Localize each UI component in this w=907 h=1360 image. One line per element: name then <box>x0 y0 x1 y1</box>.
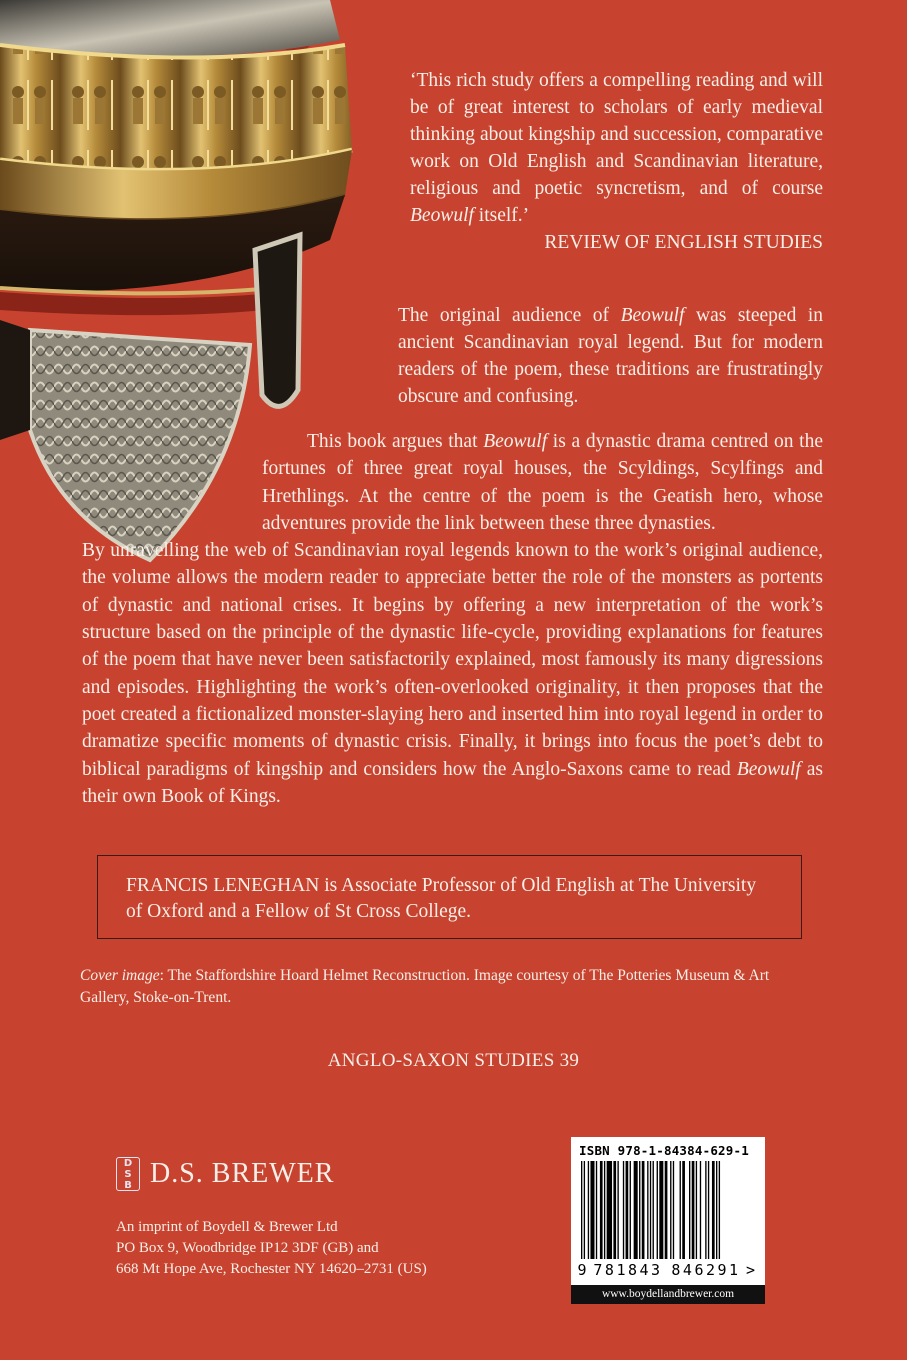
review-quote <box>410 67 823 256</box>
description-i1: Beowulf <box>483 431 548 452</box>
address-line: An imprint of Boydell & Brewer Ltd <box>116 1219 338 1235</box>
description-full-part <box>82 537 823 810</box>
barcode-bar <box>708 1161 709 1261</box>
barcode-bar <box>630 1161 631 1261</box>
barcode-bar <box>642 1161 645 1261</box>
publisher-badge-icon <box>116 1157 140 1191</box>
description-indented-part <box>262 428 823 537</box>
barcode-bar <box>623 1161 624 1261</box>
intro-part1: The original audience of <box>398 305 621 326</box>
barcode-bar <box>692 1161 695 1261</box>
ean-group1: 781843 <box>593 1261 663 1279</box>
intro-part2: was steeped in ancient Scandinavian royal legend. But for modern readers of the poem, these traditions are frustratingly obscure and confusing. <box>398 305 823 407</box>
barcode-bar <box>639 1161 640 1261</box>
ean-tail: > <box>746 1261 756 1279</box>
quote-title-italic: Beowulf <box>410 205 474 226</box>
barcode-bar <box>696 1161 697 1261</box>
barcode-bar <box>596 1161 597 1261</box>
author-bio: FRANCIS LENEGHAN is Associate Professor of Old English at The University of Oxford and a Fellow of St Cross College. <box>126 875 757 922</box>
barcode-bar <box>613 1161 616 1261</box>
barcode-bar <box>626 1161 629 1261</box>
cover-credit-label: Cover image <box>80 967 160 984</box>
ean-digits <box>574 1259 764 1281</box>
cover-credit <box>80 965 810 1009</box>
description-paragraph <box>82 428 823 810</box>
publisher-url: www.boydellandbrewer.com <box>571 1285 765 1304</box>
barcode-bar <box>705 1161 706 1261</box>
barcode-bar <box>665 1161 668 1261</box>
barcode-bar <box>600 1161 603 1261</box>
publisher-name: D.S. BREWER <box>150 1158 335 1189</box>
barcode-bar <box>588 1161 589 1261</box>
barcode-bar <box>712 1161 715 1261</box>
quote-text-close: itself.’ <box>473 205 530 226</box>
barcode-bar <box>682 1161 685 1261</box>
badge-letter: D <box>123 1157 133 1169</box>
barcode-bar <box>657 1161 658 1261</box>
quote-source: REVIEW OF ENGLISH STUDIES <box>544 232 823 253</box>
ean-group2: 846291 <box>671 1261 741 1279</box>
barcode-bar <box>659 1161 663 1261</box>
publisher-address <box>116 1217 496 1280</box>
ean-lead: 9 <box>577 1261 587 1279</box>
address-line: 668 Mt Hope Ave, Rochester NY 14620–2731 (US) <box>116 1261 427 1277</box>
barcode-bar <box>607 1161 612 1261</box>
barcode-bar <box>604 1161 605 1261</box>
description-p4: as their own Book of Kings. <box>82 758 823 807</box>
badge-letter: S <box>124 1168 132 1180</box>
description-i2: Beowulf <box>736 758 801 780</box>
barcode-bar <box>689 1161 690 1261</box>
cover-credit-text: : The Staffordshire Hoard Helmet Reconstruction. Image courtesy of The Potteries Museum & Art Gallery, Stoke-on-Trent. <box>80 967 770 1006</box>
description-p1: This book argues that <box>307 431 484 452</box>
barcode-bar <box>700 1161 701 1261</box>
description-p3: By unravelling the web of Scandinavian royal legends known to the work’s original audience, the volume allows the modern reader to appreciate better the role of the monsters as portents of dynastic and national crises. It begins by offering a new interpretation of the work’s structure based on the principle of the dynastic life-cycle, providing explanations for features of the poem that have never been satisfactorily explained, most famously its many digressions and episodes. Highlighting the work’s often-overlooked originality, it then proposes that the poet created a fictionalized monster-slaying hero and inserted him into royal legend in order to dramatize specific moments of dynastic crisis. Finally, it brings into focus the poet’s debt to biblical paradigms of kingship and considers how the Anglo-Saxons came to read <box>82 540 823 780</box>
barcode-bar <box>590 1161 594 1261</box>
intro-italic: Beowulf <box>620 305 685 326</box>
series-title: ANGLO-SAXON STUDIES 39 <box>327 1050 580 1071</box>
barcode-bar <box>634 1161 638 1261</box>
description-p2: is a dynastic drama centred on the fortunes of three great royal houses, the Scyldings, Scylfings and Hrethlings. At the centre of the poem is the Geatish hero, whose adventures provide the link between these three dynasties. <box>262 431 823 534</box>
quote-text-open: ‘This rich study offers a compelling reading and will be of great interest to scholars of early medieval thinking about kingship and succession, comparative work on Old English and Scandinavian literature, religious and poetic syncretism, and of course <box>410 70 823 199</box>
barcode-bar <box>680 1161 681 1261</box>
badge-letter: B <box>124 1179 132 1191</box>
publisher-logo <box>116 1157 334 1191</box>
barcode-bar <box>670 1161 671 1261</box>
address-line: PO Box 9, Woodbridge IP12 3DF (GB) and <box>116 1240 379 1256</box>
author-bio-box <box>97 855 802 939</box>
intro-paragraph <box>398 302 823 410</box>
isbn-label: ISBN 978-1-84384-629-1 <box>579 1143 749 1158</box>
isbn-barcode <box>571 1137 765 1304</box>
barcode-bar <box>673 1161 674 1261</box>
barcode-bar <box>617 1161 618 1261</box>
